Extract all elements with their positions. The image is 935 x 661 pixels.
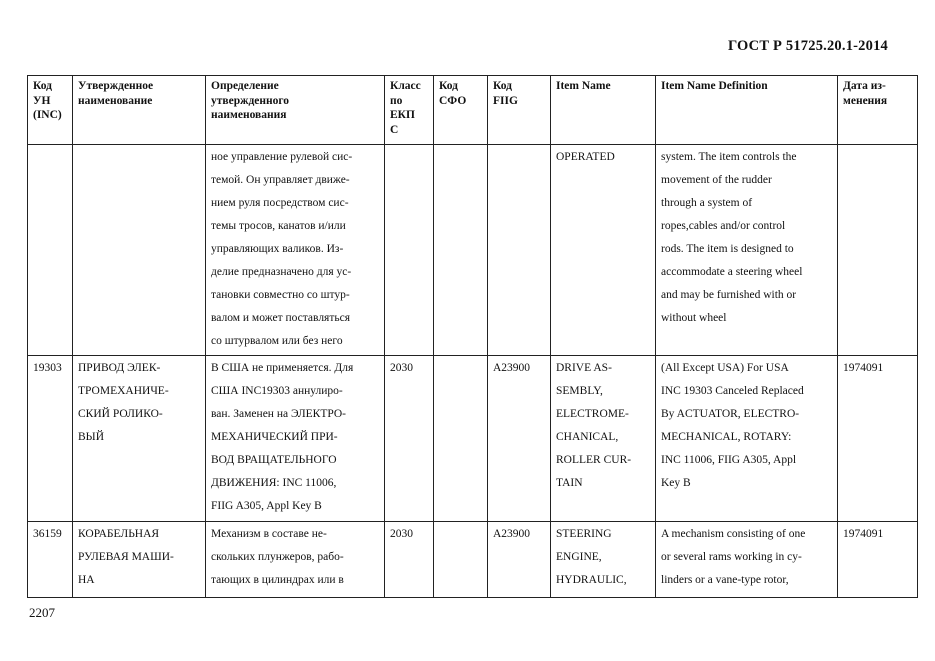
cell-item-name: STEERING ENGINE, HYDRAULIC, [551,522,656,598]
cell-item-name: DRIVE AS- SEMBLY, ELECTROME- CHANICAL, ROLLER CUR- TAIN [551,356,656,522]
cell-definition: В США не применяется. Для США INC19303 аннулиро- ван. Заменен на ЭЛЕКТРО- МЕХАНИЧЕСКИЙ ПРИ- ВОД ВРАЩАТЕЛЬНОГО ДВИЖЕНИЯ: INC 11006, FIIG A305, Appl Key B [206,356,385,522]
cell-class: 2030 [385,356,434,522]
document-title: ГОСТ Р 51725.20.1-2014 [727,38,888,54]
header-date: Дата из- менения [838,76,918,145]
table-row [28,522,918,598]
cell-sfo [434,522,488,598]
catalog-table [27,75,918,598]
header-class: Класс по ЕКП С [385,76,434,145]
header-item-name: Item Name [551,76,656,145]
cell-item-name: OPERATED [551,145,656,356]
header-inc: Код УН (INC) [28,76,73,145]
cell-name: КОРАБЕЛЬНАЯ РУЛЕВАЯ МАШИ- НА [73,522,206,598]
cell-item-definition: system. The item controls the movement of the rudder through a system of ropes,cables and/or control rods. The item is designed to accommodate a steering wheel and may be furnished with or without wheel [656,145,838,356]
cell-sfo [434,356,488,522]
header-definition: Определение утвержденного наименования [206,76,385,145]
cell-name [73,145,206,356]
cell-date: 1974091 [838,356,918,522]
header-item-definition: Item Name Definition [656,76,838,145]
table-row [28,356,918,522]
cell-inc [28,145,73,356]
cell-fiig [488,145,551,356]
cell-item-definition: A mechanism consisting of one or several rams working in cy- linders or a vane-type rotor, [656,522,838,598]
cell-fiig: A23900 [488,522,551,598]
cell-date: 1974091 [838,522,918,598]
cell-sfo [434,145,488,356]
header-fiig: Код FIIG [488,76,551,145]
header-sfo: Код СФО [434,76,488,145]
cell-inc: 36159 [28,522,73,598]
cell-inc: 19303 [28,356,73,522]
cell-class: 2030 [385,522,434,598]
cell-name: ПРИВОД ЭЛЕК- ТРОМЕХАНИЧЕ- СКИЙ РОЛИКО- ВЫЙ [73,356,206,522]
cell-date [838,145,918,356]
page-number: 2207 [29,605,55,620]
cell-item-definition: (All Except USA) For USA INC 19303 Canceled Replaced By ACTUATOR, ELECTRO- MECHANICAL, ROTARY: INC 11006, FIIG A305, Appl Key B [656,356,838,522]
cell-definition: Механизм в составе не- скольких плунжеров, рабо- тающих в цилиндрах или в [206,522,385,598]
table-header-row [28,76,918,145]
cell-fiig: A23900 [488,356,551,522]
header-approved-name: Утвержденное наименование [73,76,206,145]
cell-class [385,145,434,356]
cell-definition: ное управление рулевой сис- темой. Он управляет движе- нием руля посредством сис- темы тросов, канатов и/или управляющих валиков. Из- делие предназначено для ус- тановки совместно со штур- валом и может поставляться со штурвалом или без него [206,145,385,356]
table-row [28,145,918,356]
